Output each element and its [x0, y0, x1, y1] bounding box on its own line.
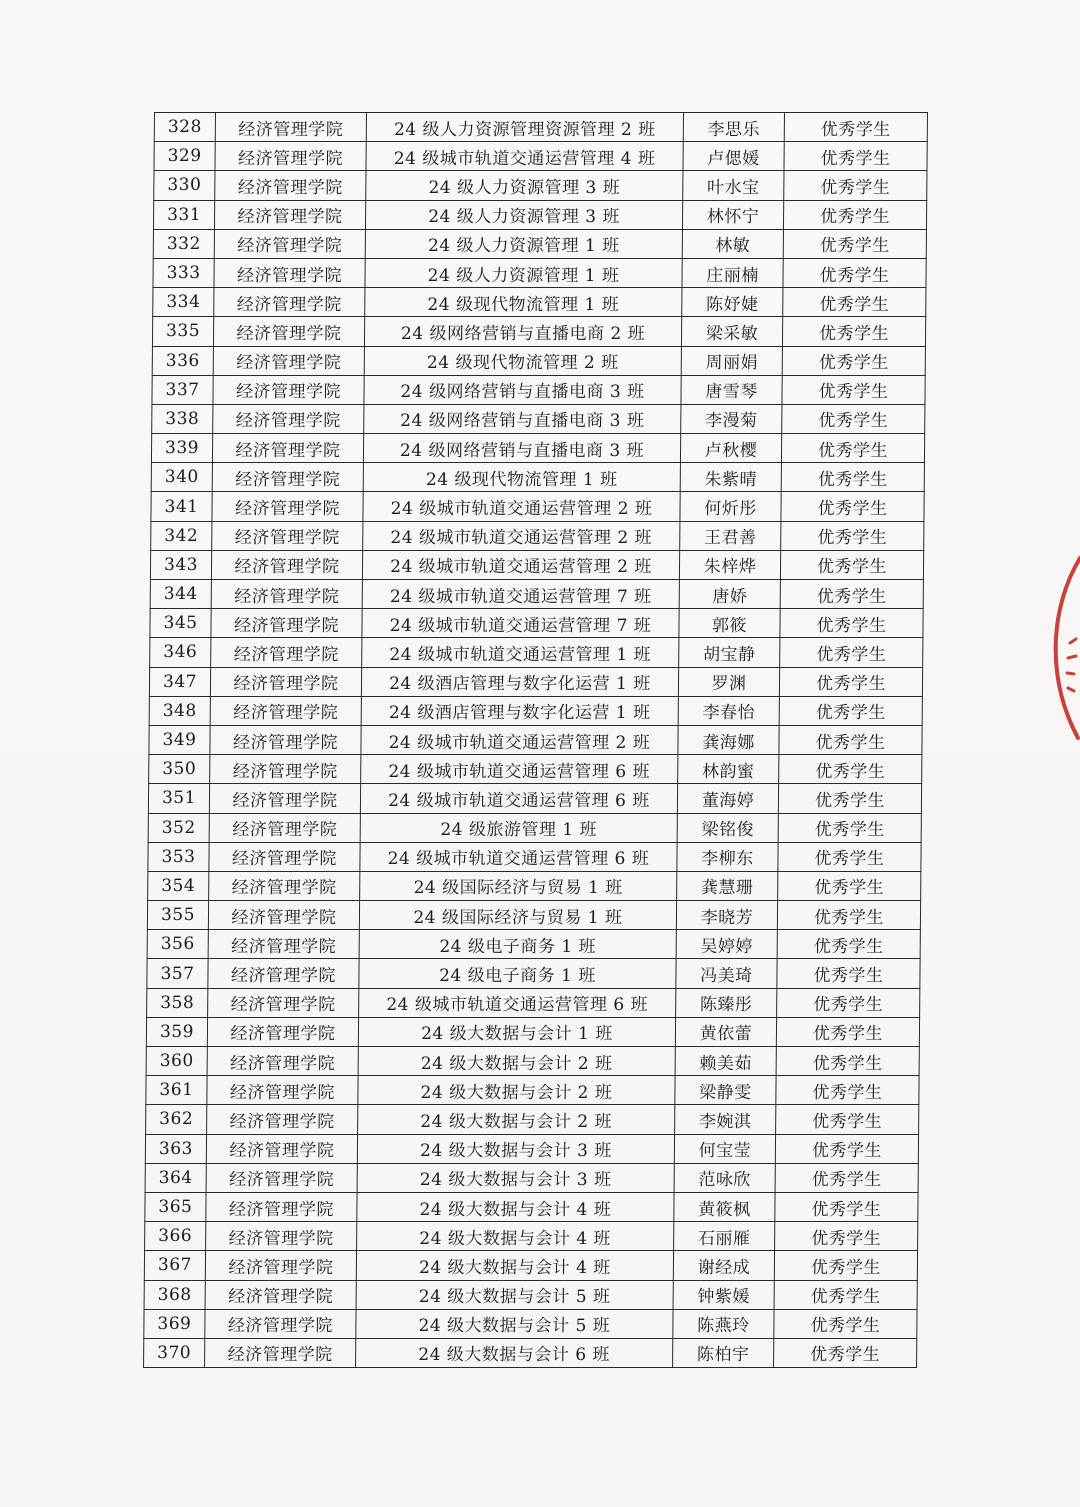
class-cell: 24 级城市轨道交通运营管理 2 班	[362, 550, 679, 579]
table-row	[149, 667, 922, 696]
table-row	[152, 375, 925, 404]
award-cell: 优秀学生	[777, 959, 920, 988]
student-name-cell: 王君善	[680, 521, 781, 550]
table-row	[146, 1017, 919, 1046]
table-row	[145, 1192, 918, 1221]
class-cell: 24 级城市轨道交通运营管理 4 班	[366, 142, 683, 171]
class-cell: 24 级网络营销与直播电商 2 班	[364, 317, 681, 346]
table-row	[144, 1338, 917, 1367]
class-cell: 24 级城市轨道交通运营管理 2 班	[363, 492, 680, 521]
college-cell: 经济管理学院	[209, 842, 360, 871]
student-name-cell: 胡宝静	[679, 638, 780, 667]
class-cell: 24 级人力资源管理 3 班	[366, 171, 683, 200]
college-cell: 经济管理学院	[213, 404, 364, 433]
student-name-cell: 李柳东	[677, 842, 778, 871]
student-name-cell: 唐娇	[679, 580, 780, 609]
student-name-cell: 庄丽楠	[682, 258, 783, 287]
student-name-cell: 林敏	[682, 229, 783, 258]
table-row	[154, 171, 927, 200]
class-cell: 24 级国际经济与贸易 1 班	[359, 901, 676, 930]
award-cell: 优秀学生	[776, 1047, 919, 1076]
student-name-cell: 龚海娜	[678, 725, 779, 754]
student-name-cell: 叶水宝	[683, 171, 784, 200]
class-cell: 24 级人力资源管理 3 班	[365, 200, 682, 229]
row-number: 343	[150, 550, 211, 579]
college-cell: 经济管理学院	[208, 959, 359, 988]
award-cell: 优秀学生	[782, 317, 925, 346]
row-number: 356	[147, 930, 208, 959]
student-name-cell: 陈妤婕	[682, 288, 783, 317]
class-cell: 24 级网络营销与直播电商 3 班	[364, 375, 681, 404]
college-cell: 经济管理学院	[207, 1047, 358, 1076]
table-row	[147, 988, 920, 1017]
student-name-cell: 黄筱枫	[674, 1192, 775, 1221]
award-cell: 优秀学生	[783, 229, 926, 258]
student-name-cell: 陈燕玲	[673, 1309, 774, 1338]
student-name-cell: 罗渊	[678, 667, 779, 696]
student-name-cell: 朱梓烨	[679, 550, 780, 579]
college-cell: 经济管理学院	[207, 1017, 358, 1046]
college-cell: 经济管理学院	[209, 871, 360, 900]
row-number: 363	[145, 1134, 206, 1163]
award-cell: 优秀学生	[774, 1251, 917, 1280]
row-number: 333	[153, 258, 214, 287]
row-number: 351	[148, 784, 209, 813]
row-number: 338	[152, 404, 213, 433]
table-row	[154, 142, 927, 171]
class-cell: 24 级大数据与会计 2 班	[358, 1076, 675, 1105]
college-cell: 经济管理学院	[214, 229, 365, 258]
award-cell: 优秀学生	[782, 346, 925, 375]
class-cell: 24 级大数据与会计 4 班	[357, 1192, 674, 1221]
college-cell: 经济管理学院	[212, 492, 363, 521]
college-cell: 经济管理学院	[215, 113, 366, 142]
class-cell: 24 级现代物流管理 1 班	[365, 288, 682, 317]
class-cell: 24 级大数据与会计 2 班	[358, 1047, 675, 1076]
row-number: 350	[149, 755, 210, 784]
college-cell: 经济管理学院	[215, 142, 366, 171]
row-number: 347	[149, 667, 210, 696]
seal-stamp-icon	[1040, 548, 1080, 748]
student-name-cell: 李晓芳	[676, 901, 777, 930]
table-row	[152, 404, 925, 433]
class-cell: 24 级城市轨道交通运营管理 2 班	[361, 725, 678, 754]
college-cell: 经济管理学院	[205, 1309, 356, 1338]
award-cell: 优秀学生	[780, 550, 923, 579]
award-cell: 优秀学生	[780, 580, 923, 609]
award-cell: 优秀学生	[779, 725, 922, 754]
row-number: 344	[150, 580, 211, 609]
award-cell: 优秀学生	[778, 871, 921, 900]
student-name-cell: 黄依蕾	[675, 1017, 776, 1046]
table-row	[152, 346, 925, 375]
award-cell: 优秀学生	[775, 1222, 918, 1251]
class-cell: 24 级现代物流管理 2 班	[364, 346, 681, 375]
class-cell: 24 级网络营销与直播电商 3 班	[364, 404, 681, 433]
row-number: 349	[149, 725, 210, 754]
award-cell: 优秀学生	[774, 1280, 917, 1309]
class-cell: 24 级大数据与会计 3 班	[357, 1163, 674, 1192]
award-cell: 优秀学生	[783, 200, 926, 229]
class-cell: 24 级大数据与会计 3 班	[357, 1134, 674, 1163]
row-number: 330	[154, 171, 215, 200]
award-cell: 优秀学生	[779, 667, 922, 696]
college-cell: 经济管理学院	[205, 1251, 356, 1280]
college-cell: 经济管理学院	[211, 550, 362, 579]
row-number: 337	[152, 375, 213, 404]
award-cell: 优秀学生	[775, 1163, 918, 1192]
row-number: 340	[151, 463, 212, 492]
student-name-cell: 吴婷婷	[676, 930, 777, 959]
class-cell: 24 级酒店管理与数字化运营 1 班	[361, 667, 678, 696]
row-number: 331	[153, 200, 214, 229]
class-cell: 24 级城市轨道交通运营管理 7 班	[362, 580, 679, 609]
award-cell: 优秀学生	[774, 1309, 917, 1338]
table-row	[149, 725, 922, 754]
table-row	[151, 521, 924, 550]
class-cell: 24 级大数据与会计 6 班	[356, 1338, 673, 1367]
row-number: 370	[144, 1338, 205, 1367]
student-name-cell: 范咏欣	[674, 1163, 775, 1192]
table-row	[153, 229, 926, 258]
award-cell: 优秀学生	[781, 521, 924, 550]
college-cell: 经济管理学院	[214, 258, 365, 287]
class-cell: 24 级大数据与会计 2 班	[358, 1105, 675, 1134]
award-cell: 优秀学生	[776, 1017, 919, 1046]
award-cell: 优秀学生	[784, 113, 927, 142]
row-number: 369	[144, 1309, 205, 1338]
student-name-cell: 郭筱	[679, 609, 780, 638]
student-name-cell: 林韵蜜	[678, 755, 779, 784]
table-row	[151, 434, 924, 463]
class-cell: 24 级电子商务 1 班	[359, 959, 676, 988]
award-cell: 优秀学生	[775, 1134, 918, 1163]
table-row	[152, 317, 925, 346]
row-number: 352	[148, 813, 209, 842]
row-number: 355	[147, 901, 208, 930]
class-cell: 24 级城市轨道交通运营管理 6 班	[359, 988, 676, 1017]
award-cell: 优秀学生	[781, 434, 924, 463]
table-row	[145, 1134, 918, 1163]
student-name-cell: 冯美琦	[676, 959, 777, 988]
student-name-cell: 何炘彤	[680, 492, 781, 521]
table-row	[145, 1222, 918, 1251]
row-number: 357	[147, 959, 208, 988]
row-number: 335	[152, 317, 213, 346]
college-cell: 经济管理学院	[211, 609, 362, 638]
class-cell: 24 级城市轨道交通运营管理 1 班	[362, 638, 679, 667]
class-cell: 24 级城市轨道交通运营管理 6 班	[360, 784, 677, 813]
award-cell: 优秀学生	[780, 609, 923, 638]
student-name-cell: 梁采敏	[681, 317, 782, 346]
class-cell: 24 级城市轨道交通运营管理 6 班	[361, 755, 678, 784]
award-cell: 优秀学生	[777, 930, 920, 959]
award-cell: 优秀学生	[778, 784, 921, 813]
row-number: 336	[152, 346, 213, 375]
award-cell: 优秀学生	[780, 638, 923, 667]
class-cell: 24 级大数据与会计 5 班	[356, 1280, 673, 1309]
college-cell: 经济管理学院	[206, 1192, 357, 1221]
college-cell: 经济管理学院	[206, 1163, 357, 1192]
college-cell: 经济管理学院	[214, 200, 365, 229]
table-row	[144, 1280, 917, 1309]
row-number: 367	[144, 1251, 205, 1280]
class-cell: 24 级国际经济与贸易 1 班	[360, 871, 677, 900]
row-number: 358	[147, 988, 208, 1017]
class-cell: 24 级大数据与会计 4 班	[357, 1222, 674, 1251]
award-cell: 优秀学生	[776, 1076, 919, 1105]
award-cell: 优秀学生	[784, 171, 927, 200]
award-cell: 优秀学生	[781, 492, 924, 521]
student-name-cell: 李婉淇	[675, 1105, 776, 1134]
table-row	[144, 1251, 917, 1280]
award-cell: 优秀学生	[779, 696, 922, 725]
row-number: 353	[148, 842, 209, 871]
table-row	[149, 755, 922, 784]
table-row	[153, 200, 926, 229]
table-row	[150, 550, 923, 579]
award-cell: 优秀学生	[783, 288, 926, 317]
student-name-cell: 李春怡	[678, 696, 779, 725]
row-number: 332	[153, 229, 214, 258]
table-row	[150, 638, 923, 667]
award-cell: 优秀学生	[774, 1338, 917, 1367]
row-number: 354	[148, 871, 209, 900]
student-name-cell: 谢经成	[673, 1251, 774, 1280]
award-cell: 优秀学生	[782, 404, 925, 433]
table-row	[150, 609, 923, 638]
college-cell: 经济管理学院	[209, 813, 360, 842]
row-number: 368	[144, 1280, 205, 1309]
table-row	[150, 580, 923, 609]
college-cell: 经济管理学院	[206, 1134, 357, 1163]
college-cell: 经济管理学院	[208, 988, 359, 1017]
row-number: 345	[150, 609, 211, 638]
table-row	[147, 959, 920, 988]
college-cell: 经济管理学院	[212, 521, 363, 550]
student-name-cell: 钟紫媛	[673, 1280, 774, 1309]
class-cell: 24 级大数据与会计 4 班	[356, 1251, 673, 1280]
college-cell: 经济管理学院	[207, 1076, 358, 1105]
class-cell: 24 级人力资源管理资源管理 2 班	[366, 113, 683, 142]
student-name-cell: 龚慧珊	[677, 871, 778, 900]
student-name-cell: 赖美茹	[675, 1047, 776, 1076]
roster-body	[144, 113, 928, 1368]
class-cell: 24 级电子商务 1 班	[359, 930, 676, 959]
table-row	[151, 463, 924, 492]
table-row	[146, 1047, 919, 1076]
award-cell: 优秀学生	[783, 258, 926, 287]
row-number: 328	[154, 113, 215, 142]
college-cell: 经济管理学院	[214, 288, 365, 317]
row-number: 364	[145, 1163, 206, 1192]
college-cell: 经济管理学院	[209, 784, 360, 813]
class-cell: 24 级酒店管理与数字化运营 1 班	[361, 696, 678, 725]
college-cell: 经济管理学院	[212, 463, 363, 492]
student-name-cell: 林怀宁	[682, 200, 783, 229]
row-number: 361	[146, 1076, 207, 1105]
college-cell: 经济管理学院	[207, 1105, 358, 1134]
table-row	[148, 871, 921, 900]
award-cell: 优秀学生	[777, 988, 920, 1017]
table-row	[146, 1076, 919, 1105]
class-cell: 24 级大数据与会计 5 班	[356, 1309, 673, 1338]
student-name-cell: 梁铭俊	[677, 813, 778, 842]
class-cell: 24 级大数据与会计 1 班	[358, 1017, 675, 1046]
row-number: 366	[145, 1222, 206, 1251]
table-row	[146, 1105, 919, 1134]
college-cell: 经济管理学院	[208, 901, 359, 930]
row-number: 348	[149, 696, 210, 725]
award-cell: 优秀学生	[784, 142, 927, 171]
college-cell: 经济管理学院	[213, 317, 364, 346]
table-row	[154, 113, 927, 142]
award-cell: 优秀学生	[777, 901, 920, 930]
college-cell: 经济管理学院	[208, 930, 359, 959]
college-cell: 经济管理学院	[211, 638, 362, 667]
student-name-cell: 李思乐	[683, 113, 784, 142]
class-cell: 24 级城市轨道交通运营管理 2 班	[363, 521, 680, 550]
student-roster-table	[143, 112, 928, 1368]
award-cell: 优秀学生	[778, 813, 921, 842]
college-cell: 经济管理学院	[205, 1338, 356, 1367]
row-number: 362	[146, 1105, 207, 1134]
table-row	[147, 901, 920, 930]
class-cell: 24 级城市轨道交通运营管理 6 班	[360, 842, 677, 871]
class-cell: 24 级网络营销与直播电商 3 班	[363, 434, 680, 463]
award-cell: 优秀学生	[776, 1105, 919, 1134]
award-cell: 优秀学生	[779, 755, 922, 784]
row-number: 334	[153, 288, 214, 317]
table-row	[147, 930, 920, 959]
class-cell: 24 级现代物流管理 1 班	[363, 463, 680, 492]
college-cell: 经济管理学院	[213, 375, 364, 404]
table-row	[153, 258, 926, 287]
table-row	[153, 288, 926, 317]
table-row	[145, 1163, 918, 1192]
student-name-cell: 何宝莹	[674, 1134, 775, 1163]
class-cell: 24 级人力资源管理 1 班	[365, 229, 682, 258]
table-row	[148, 842, 921, 871]
college-cell: 经济管理学院	[213, 346, 364, 375]
student-name-cell: 唐雪琴	[681, 375, 782, 404]
row-number: 342	[151, 521, 212, 550]
student-name-cell: 梁静雯	[675, 1076, 776, 1105]
row-number: 365	[145, 1192, 206, 1221]
award-cell: 优秀学生	[778, 842, 921, 871]
table-row	[149, 696, 922, 725]
table-row	[151, 492, 924, 521]
award-cell: 优秀学生	[781, 463, 924, 492]
student-name-cell: 石丽雁	[674, 1222, 775, 1251]
college-cell: 经济管理学院	[211, 580, 362, 609]
student-name-cell: 周丽娟	[681, 346, 782, 375]
college-cell: 经济管理学院	[210, 667, 361, 696]
row-number: 359	[146, 1017, 207, 1046]
row-number: 339	[151, 434, 212, 463]
class-cell: 24 级城市轨道交通运营管理 7 班	[362, 609, 679, 638]
award-cell: 优秀学生	[782, 375, 925, 404]
student-name-cell: 李漫菊	[681, 404, 782, 433]
row-number: 360	[146, 1047, 207, 1076]
table-row	[148, 784, 921, 813]
row-number: 329	[154, 142, 215, 171]
student-name-cell: 朱紫晴	[680, 463, 781, 492]
row-number: 346	[150, 638, 211, 667]
row-number: 341	[151, 492, 212, 521]
college-cell: 经济管理学院	[210, 696, 361, 725]
college-cell: 经济管理学院	[210, 725, 361, 754]
award-cell: 优秀学生	[775, 1192, 918, 1221]
table-row	[144, 1309, 917, 1338]
college-cell: 经济管理学院	[206, 1222, 357, 1251]
college-cell: 经济管理学院	[210, 755, 361, 784]
table-row	[148, 813, 921, 842]
student-name-cell: 卢秋樱	[680, 434, 781, 463]
student-name-cell: 陈臻彤	[676, 988, 777, 1017]
student-name-cell: 卢偲媛	[683, 142, 784, 171]
college-cell: 经济管理学院	[212, 434, 363, 463]
class-cell: 24 级人力资源管理 1 班	[365, 258, 682, 287]
college-cell: 经济管理学院	[205, 1280, 356, 1309]
student-name-cell: 董海婷	[677, 784, 778, 813]
class-cell: 24 级旅游管理 1 班	[360, 813, 677, 842]
student-name-cell: 陈柏宇	[673, 1338, 774, 1367]
college-cell: 经济管理学院	[215, 171, 366, 200]
